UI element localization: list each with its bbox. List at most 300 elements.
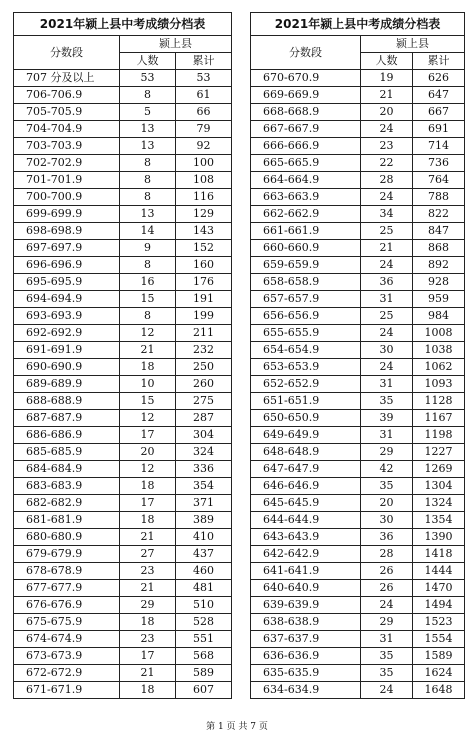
- table-row: [14, 444, 232, 461]
- table-row: [251, 223, 465, 240]
- cumulative-cell: 287: [176, 410, 232, 427]
- count-cell: 8: [120, 172, 176, 189]
- cumulative-cell: 1227: [413, 444, 465, 461]
- count-cell: 8: [120, 155, 176, 172]
- score-band-cell: 705-705.9: [14, 104, 120, 121]
- table-row: [251, 563, 465, 580]
- table-row: [251, 410, 465, 427]
- score-band-cell: 654-654.9: [251, 342, 361, 359]
- table-row: [14, 257, 232, 274]
- count-cell: 17: [120, 427, 176, 444]
- cumulative-cell: 1128: [413, 393, 465, 410]
- table-row: [251, 427, 465, 444]
- score-table-left: [13, 12, 232, 699]
- cumulative-cell: 176: [176, 274, 232, 291]
- cumulative-cell: 1008: [413, 325, 465, 342]
- count-cell: 8: [120, 189, 176, 206]
- count-cell: 24: [361, 121, 413, 138]
- count-cell: 21: [120, 580, 176, 597]
- cumulative-cell: 481: [176, 580, 232, 597]
- county-header: 颍上县: [120, 36, 232, 53]
- score-band-cell: 701-701.9: [14, 172, 120, 189]
- count-cell: 35: [361, 665, 413, 682]
- score-band-cell: 647-647.9: [251, 461, 361, 478]
- score-band-cell: 667-667.9: [251, 121, 361, 138]
- table-row: [251, 478, 465, 495]
- title-row: [251, 13, 465, 36]
- count-cell: 5: [120, 104, 176, 121]
- count-cell: 31: [361, 291, 413, 308]
- cumulative-cell: 892: [413, 257, 465, 274]
- count-cell: 42: [361, 461, 413, 478]
- table-row: [251, 104, 465, 121]
- cumulative-cell: 1494: [413, 597, 465, 614]
- count-cell: 22: [361, 155, 413, 172]
- score-band-cell: 677-677.9: [14, 580, 120, 597]
- cumulative-cell: 1198: [413, 427, 465, 444]
- table-row: [14, 512, 232, 529]
- score-band-cell: 645-645.9: [251, 495, 361, 512]
- table-row: [14, 189, 232, 206]
- count-cell: 18: [120, 359, 176, 376]
- table-row: [14, 291, 232, 308]
- table-row: [251, 597, 465, 614]
- count-cell: 12: [120, 410, 176, 427]
- score-band-cell: 706-706.9: [14, 87, 120, 104]
- score-band-cell: 673-673.9: [14, 648, 120, 665]
- cumulative-cell: 304: [176, 427, 232, 444]
- score-band-cell: 640-640.9: [251, 580, 361, 597]
- table-row: [251, 291, 465, 308]
- table-row: [14, 597, 232, 614]
- table-row: [251, 155, 465, 172]
- score-band-cell: 642-642.9: [251, 546, 361, 563]
- cumulative-cell: 371: [176, 495, 232, 512]
- count-cell: 24: [361, 597, 413, 614]
- score-band-cell: 689-689.9: [14, 376, 120, 393]
- cumulative-cell: 1354: [413, 512, 465, 529]
- score-band-cell: 675-675.9: [14, 614, 120, 631]
- table-row: [251, 206, 465, 223]
- table-row: [251, 529, 465, 546]
- count-cell: 17: [120, 495, 176, 512]
- count-cell: 17: [120, 648, 176, 665]
- table-row: [251, 274, 465, 291]
- count-cell: 25: [361, 308, 413, 325]
- score-band-cell: 680-680.9: [14, 529, 120, 546]
- count-cell: 21: [120, 529, 176, 546]
- cumulative-cell: 1444: [413, 563, 465, 580]
- count-header: 人数: [120, 53, 176, 70]
- score-band-cell: 635-635.9: [251, 665, 361, 682]
- header-row: [14, 36, 232, 53]
- cumulative-cell: 959: [413, 291, 465, 308]
- table-row: [14, 104, 232, 121]
- count-cell: 35: [361, 648, 413, 665]
- cumulative-cell: 607: [176, 682, 232, 699]
- county-header: 颍上县: [361, 36, 465, 53]
- score-band-cell: 692-692.9: [14, 325, 120, 342]
- table-row: [14, 206, 232, 223]
- table-row: [251, 376, 465, 393]
- cumulative-cell: 389: [176, 512, 232, 529]
- cumulative-cell: 868: [413, 240, 465, 257]
- count-cell: 8: [120, 308, 176, 325]
- count-cell: 25: [361, 223, 413, 240]
- cumulative-cell: 691: [413, 121, 465, 138]
- score-band-header: 分数段: [251, 36, 361, 70]
- count-cell: 27: [120, 546, 176, 563]
- score-band-cell: 639-639.9: [251, 597, 361, 614]
- score-band-cell: 672-672.9: [14, 665, 120, 682]
- score-band-cell: 664-664.9: [251, 172, 361, 189]
- score-band-cell: 638-638.9: [251, 614, 361, 631]
- score-band-cell: 659-659.9: [251, 257, 361, 274]
- cumulative-cell: 199: [176, 308, 232, 325]
- table-row: [251, 546, 465, 563]
- table-row: [14, 478, 232, 495]
- table-row: [251, 240, 465, 257]
- cumulative-cell: 788: [413, 189, 465, 206]
- cumulative-cell: 191: [176, 291, 232, 308]
- score-band-cell: 648-648.9: [251, 444, 361, 461]
- score-band-cell: 698-698.9: [14, 223, 120, 240]
- count-cell: 21: [361, 240, 413, 257]
- score-band-cell: 651-651.9: [251, 393, 361, 410]
- cumulative-cell: 260: [176, 376, 232, 393]
- score-band-cell: 665-665.9: [251, 155, 361, 172]
- table-row: [251, 189, 465, 206]
- cumulative-cell: 984: [413, 308, 465, 325]
- cumulative-cell: 1093: [413, 376, 465, 393]
- count-cell: 21: [120, 342, 176, 359]
- table-row: [14, 682, 232, 699]
- count-cell: 18: [120, 512, 176, 529]
- cumulative-cell: 79: [176, 121, 232, 138]
- title-row: [14, 13, 232, 36]
- count-cell: 16: [120, 274, 176, 291]
- score-band-cell: 660-660.9: [251, 240, 361, 257]
- score-band-cell: 641-641.9: [251, 563, 361, 580]
- table-row: [251, 121, 465, 138]
- score-band-cell: 644-644.9: [251, 512, 361, 529]
- table-row: [251, 393, 465, 410]
- table-row: [14, 495, 232, 512]
- score-band-cell: 684-684.9: [14, 461, 120, 478]
- score-band-cell: 674-674.9: [14, 631, 120, 648]
- cumulative-cell: 764: [413, 172, 465, 189]
- count-cell: 31: [361, 427, 413, 444]
- cumulative-cell: 1062: [413, 359, 465, 376]
- count-cell: 26: [361, 580, 413, 597]
- table-row: [14, 393, 232, 410]
- count-cell: 53: [120, 70, 176, 87]
- cumulative-cell: 551: [176, 631, 232, 648]
- cumulative-cell: 647: [413, 87, 465, 104]
- count-cell: 23: [120, 631, 176, 648]
- count-header: 人数: [361, 53, 413, 70]
- score-band-cell: 663-663.9: [251, 189, 361, 206]
- count-cell: 23: [120, 563, 176, 580]
- count-cell: 13: [120, 121, 176, 138]
- cumulative-cell: 822: [413, 206, 465, 223]
- table-row: [14, 563, 232, 580]
- score-band-cell: 678-678.9: [14, 563, 120, 580]
- count-cell: 15: [120, 393, 176, 410]
- cumulative-cell: 53: [176, 70, 232, 87]
- score-band-cell: 662-662.9: [251, 206, 361, 223]
- count-cell: 31: [361, 376, 413, 393]
- cumulative-cell: 66: [176, 104, 232, 121]
- table-row: [251, 257, 465, 274]
- cumulative-cell: 129: [176, 206, 232, 223]
- cumulative-cell: 510: [176, 597, 232, 614]
- table-row: [251, 87, 465, 104]
- table-row: [251, 631, 465, 648]
- table-row: [14, 580, 232, 597]
- score-band-cell: 693-693.9: [14, 308, 120, 325]
- score-band-cell: 691-691.9: [14, 342, 120, 359]
- count-cell: 13: [120, 206, 176, 223]
- score-band-cell: 696-696.9: [14, 257, 120, 274]
- score-band-cell: 688-688.9: [14, 393, 120, 410]
- table-row: [14, 410, 232, 427]
- score-band-cell: 661-661.9: [251, 223, 361, 240]
- count-cell: 12: [120, 461, 176, 478]
- page-footer: 第 1 页 共 7 页: [206, 722, 268, 732]
- count-cell: 29: [120, 597, 176, 614]
- cumulative-cell: 324: [176, 444, 232, 461]
- count-cell: 8: [120, 87, 176, 104]
- count-cell: 18: [120, 478, 176, 495]
- table-row: [251, 495, 465, 512]
- score-band-cell: 695-695.9: [14, 274, 120, 291]
- score-band-cell: 637-637.9: [251, 631, 361, 648]
- table-row: [14, 546, 232, 563]
- cumulative-cell: 460: [176, 563, 232, 580]
- score-band-cell: 668-668.9: [251, 104, 361, 121]
- cumulative-cell: 1648: [413, 682, 465, 699]
- count-cell: 18: [120, 614, 176, 631]
- score-band-cell: 697-697.9: [14, 240, 120, 257]
- score-band-header: 分数段: [14, 36, 120, 70]
- score-band-cell: 650-650.9: [251, 410, 361, 427]
- table-row: [14, 172, 232, 189]
- score-band-cell: 686-686.9: [14, 427, 120, 444]
- cumulative-cell: 143: [176, 223, 232, 240]
- cumulative-cell: 847: [413, 223, 465, 240]
- cumulative-cell: 568: [176, 648, 232, 665]
- count-cell: 29: [361, 614, 413, 631]
- table-row: [14, 155, 232, 172]
- score-table-right: [250, 12, 465, 699]
- table-row: [251, 172, 465, 189]
- score-band-cell: 682-682.9: [14, 495, 120, 512]
- cumulative-cell: 1418: [413, 546, 465, 563]
- table-row: [14, 648, 232, 665]
- count-cell: 23: [361, 138, 413, 155]
- count-cell: 20: [120, 444, 176, 461]
- cumulative-cell: 232: [176, 342, 232, 359]
- score-band-cell: 670-670.9: [251, 70, 361, 87]
- score-band-cell: 676-676.9: [14, 597, 120, 614]
- table-row: [14, 427, 232, 444]
- table-row: [14, 325, 232, 342]
- count-cell: 30: [361, 342, 413, 359]
- score-band-cell: 657-657.9: [251, 291, 361, 308]
- table-title: 2021年颍上县中考成绩分档表: [251, 13, 465, 36]
- table-row: [14, 529, 232, 546]
- count-cell: 24: [361, 257, 413, 274]
- cumulative-cell: 1269: [413, 461, 465, 478]
- score-band-cell: 646-646.9: [251, 478, 361, 495]
- count-cell: 10: [120, 376, 176, 393]
- cumulative-header: 累计: [413, 53, 465, 70]
- table-row: [14, 121, 232, 138]
- score-band-cell: 687-687.9: [14, 410, 120, 427]
- count-cell: 36: [361, 274, 413, 291]
- count-cell: 31: [361, 631, 413, 648]
- table-row: [14, 614, 232, 631]
- score-band-cell: 699-699.9: [14, 206, 120, 223]
- score-band-cell: 636-636.9: [251, 648, 361, 665]
- count-cell: 35: [361, 478, 413, 495]
- score-band-cell: 671-671.9: [14, 682, 120, 699]
- score-band-cell: 690-690.9: [14, 359, 120, 376]
- count-cell: 21: [120, 665, 176, 682]
- count-cell: 28: [361, 546, 413, 563]
- score-band-cell: 666-666.9: [251, 138, 361, 155]
- score-band-cell: 653-653.9: [251, 359, 361, 376]
- table-title: 2021年颍上县中考成绩分档表: [14, 13, 232, 36]
- count-cell: 24: [361, 189, 413, 206]
- table-row: [14, 274, 232, 291]
- cumulative-cell: 1390: [413, 529, 465, 546]
- count-cell: 20: [361, 104, 413, 121]
- count-cell: 26: [361, 563, 413, 580]
- table-row: [251, 648, 465, 665]
- score-band-cell: 658-658.9: [251, 274, 361, 291]
- count-cell: 30: [361, 512, 413, 529]
- count-cell: 24: [361, 682, 413, 699]
- count-cell: 8: [120, 257, 176, 274]
- table-row: [14, 223, 232, 240]
- table-row: [14, 631, 232, 648]
- cumulative-cell: 1324: [413, 495, 465, 512]
- cumulative-cell: 736: [413, 155, 465, 172]
- score-band-cell: 669-669.9: [251, 87, 361, 104]
- cumulative-cell: 61: [176, 87, 232, 104]
- cumulative-cell: 211: [176, 325, 232, 342]
- cumulative-cell: 275: [176, 393, 232, 410]
- cumulative-cell: 1304: [413, 478, 465, 495]
- count-cell: 35: [361, 393, 413, 410]
- cumulative-cell: 1589: [413, 648, 465, 665]
- cumulative-cell: 250: [176, 359, 232, 376]
- cumulative-cell: 410: [176, 529, 232, 546]
- cumulative-cell: 1554: [413, 631, 465, 648]
- count-cell: 24: [361, 325, 413, 342]
- table-row: [251, 325, 465, 342]
- cumulative-header: 累计: [176, 53, 232, 70]
- table-row: [251, 580, 465, 597]
- cumulative-cell: 1167: [413, 410, 465, 427]
- cumulative-cell: 336: [176, 461, 232, 478]
- cumulative-cell: 92: [176, 138, 232, 155]
- cumulative-cell: 437: [176, 546, 232, 563]
- table-row: [14, 240, 232, 257]
- table-row: [251, 359, 465, 376]
- score-band-cell: 656-656.9: [251, 308, 361, 325]
- score-band-cell: 702-702.9: [14, 155, 120, 172]
- cumulative-cell: 108: [176, 172, 232, 189]
- score-band-cell: 634-634.9: [251, 682, 361, 699]
- table-row: [251, 665, 465, 682]
- score-band-cell: 704-704.9: [14, 121, 120, 138]
- count-cell: 19: [361, 70, 413, 87]
- count-cell: 21: [361, 87, 413, 104]
- header-row: [251, 36, 465, 53]
- score-band-cell: 685-685.9: [14, 444, 120, 461]
- table-row: [251, 461, 465, 478]
- count-cell: 14: [120, 223, 176, 240]
- table-row: [251, 70, 465, 87]
- count-cell: 15: [120, 291, 176, 308]
- count-cell: 24: [361, 359, 413, 376]
- count-cell: 12: [120, 325, 176, 342]
- cumulative-cell: 100: [176, 155, 232, 172]
- table-row: [14, 461, 232, 478]
- table-row: [14, 70, 232, 87]
- cumulative-cell: 1624: [413, 665, 465, 682]
- cumulative-cell: 1038: [413, 342, 465, 359]
- score-band-cell: 652-652.9: [251, 376, 361, 393]
- score-band-cell: 707 分及以上: [14, 70, 120, 87]
- count-cell: 39: [361, 410, 413, 427]
- score-band-cell: 681-681.9: [14, 512, 120, 529]
- cumulative-cell: 116: [176, 189, 232, 206]
- table-row: [14, 87, 232, 104]
- cumulative-cell: 354: [176, 478, 232, 495]
- count-cell: 29: [361, 444, 413, 461]
- score-band-cell: 679-679.9: [14, 546, 120, 563]
- table-row: [14, 138, 232, 155]
- table-row: [251, 308, 465, 325]
- cumulative-cell: 928: [413, 274, 465, 291]
- table-row: [14, 308, 232, 325]
- table-row: [14, 376, 232, 393]
- cumulative-cell: 667: [413, 104, 465, 121]
- table-row: [14, 665, 232, 682]
- table-row: [14, 342, 232, 359]
- cumulative-cell: 528: [176, 614, 232, 631]
- cumulative-cell: 152: [176, 240, 232, 257]
- cumulative-cell: 589: [176, 665, 232, 682]
- count-cell: 20: [361, 495, 413, 512]
- cumulative-cell: 1523: [413, 614, 465, 631]
- table-row: [14, 359, 232, 376]
- table-row: [251, 342, 465, 359]
- cumulative-cell: 160: [176, 257, 232, 274]
- table-row: [251, 614, 465, 631]
- score-band-cell: 643-643.9: [251, 529, 361, 546]
- cumulative-cell: 714: [413, 138, 465, 155]
- count-cell: 13: [120, 138, 176, 155]
- count-cell: 18: [120, 682, 176, 699]
- table-row: [251, 138, 465, 155]
- score-band-cell: 655-655.9: [251, 325, 361, 342]
- score-band-cell: 694-694.9: [14, 291, 120, 308]
